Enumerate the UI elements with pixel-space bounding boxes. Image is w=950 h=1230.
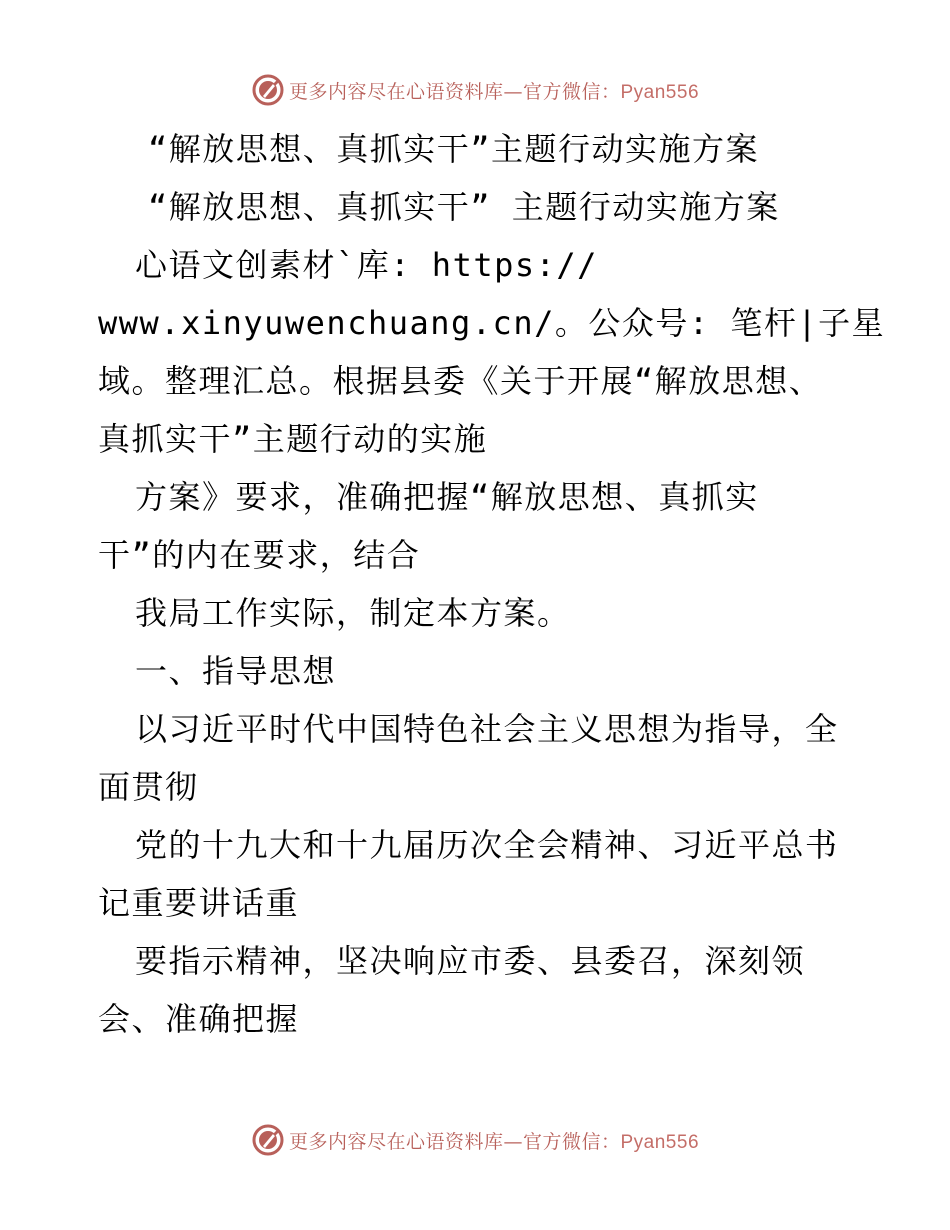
watermark-contact-id: Pyan556 [620,81,700,103]
watermark-contact-label: 官方微信： [522,1130,621,1153]
watermark-contact-label: 官方微信： [522,80,621,103]
paragraph-line: 干”的内在要求，结合 [98,536,421,574]
footer-watermark-banner [0,1120,950,1160]
header-watermark-banner [0,70,950,110]
paragraph-line: 要指示精神，坚决响应市委、县委召，深刻领 [135,942,806,980]
paragraph-line: 党的十九大和十九届历次全会精神、习近平总书 [135,826,839,864]
watermark-separator: — [503,80,523,103]
document-subtitle: “解放思想、真抓实干” 主题行动实施方案 [148,188,780,226]
document-title: “解放思想、真抓实干”主题行动实施方案 [148,130,760,168]
paragraph-line: 心语文创素材`库: https:// [135,246,598,284]
paragraph-line: 以习近平时代中国特色社会主义思想为指导，全 [135,710,839,748]
paragraph-line: www.xinyuwenchuang.cn/。公众号: 笔杆|子星 [98,304,886,342]
fountain-pen-seal-icon [251,1123,285,1157]
watermark-main-text: 更多内容尽在心语资料库 [288,80,504,103]
paragraph-line: 记重要讲话重 [98,884,300,922]
paragraph-line: 域。整理汇总。根据县委《关于开展“解放思想、 [98,362,823,400]
paragraph-line: 方案》要求，准确把握“解放思想、真抓实 [135,478,759,516]
watermark-separator: — [503,1130,523,1153]
watermark-contact-id: Pyan556 [620,1131,700,1153]
document-body [98,120,886,1048]
watermark-text [289,1127,699,1154]
section-heading: 一、指导思想 [135,652,337,690]
paragraph-line: 真抓实干”主题行动的实施 [98,420,488,458]
paragraph-line: 我局工作实际，制定本方案。 [135,594,571,632]
watermark-main-text: 更多内容尽在心语资料库 [288,1130,504,1153]
paragraph-line: 面贯彻 [98,768,199,806]
paragraph-line: 会、准确把握 [98,1000,300,1038]
fountain-pen-seal-icon [251,73,285,107]
watermark-text [289,77,699,104]
